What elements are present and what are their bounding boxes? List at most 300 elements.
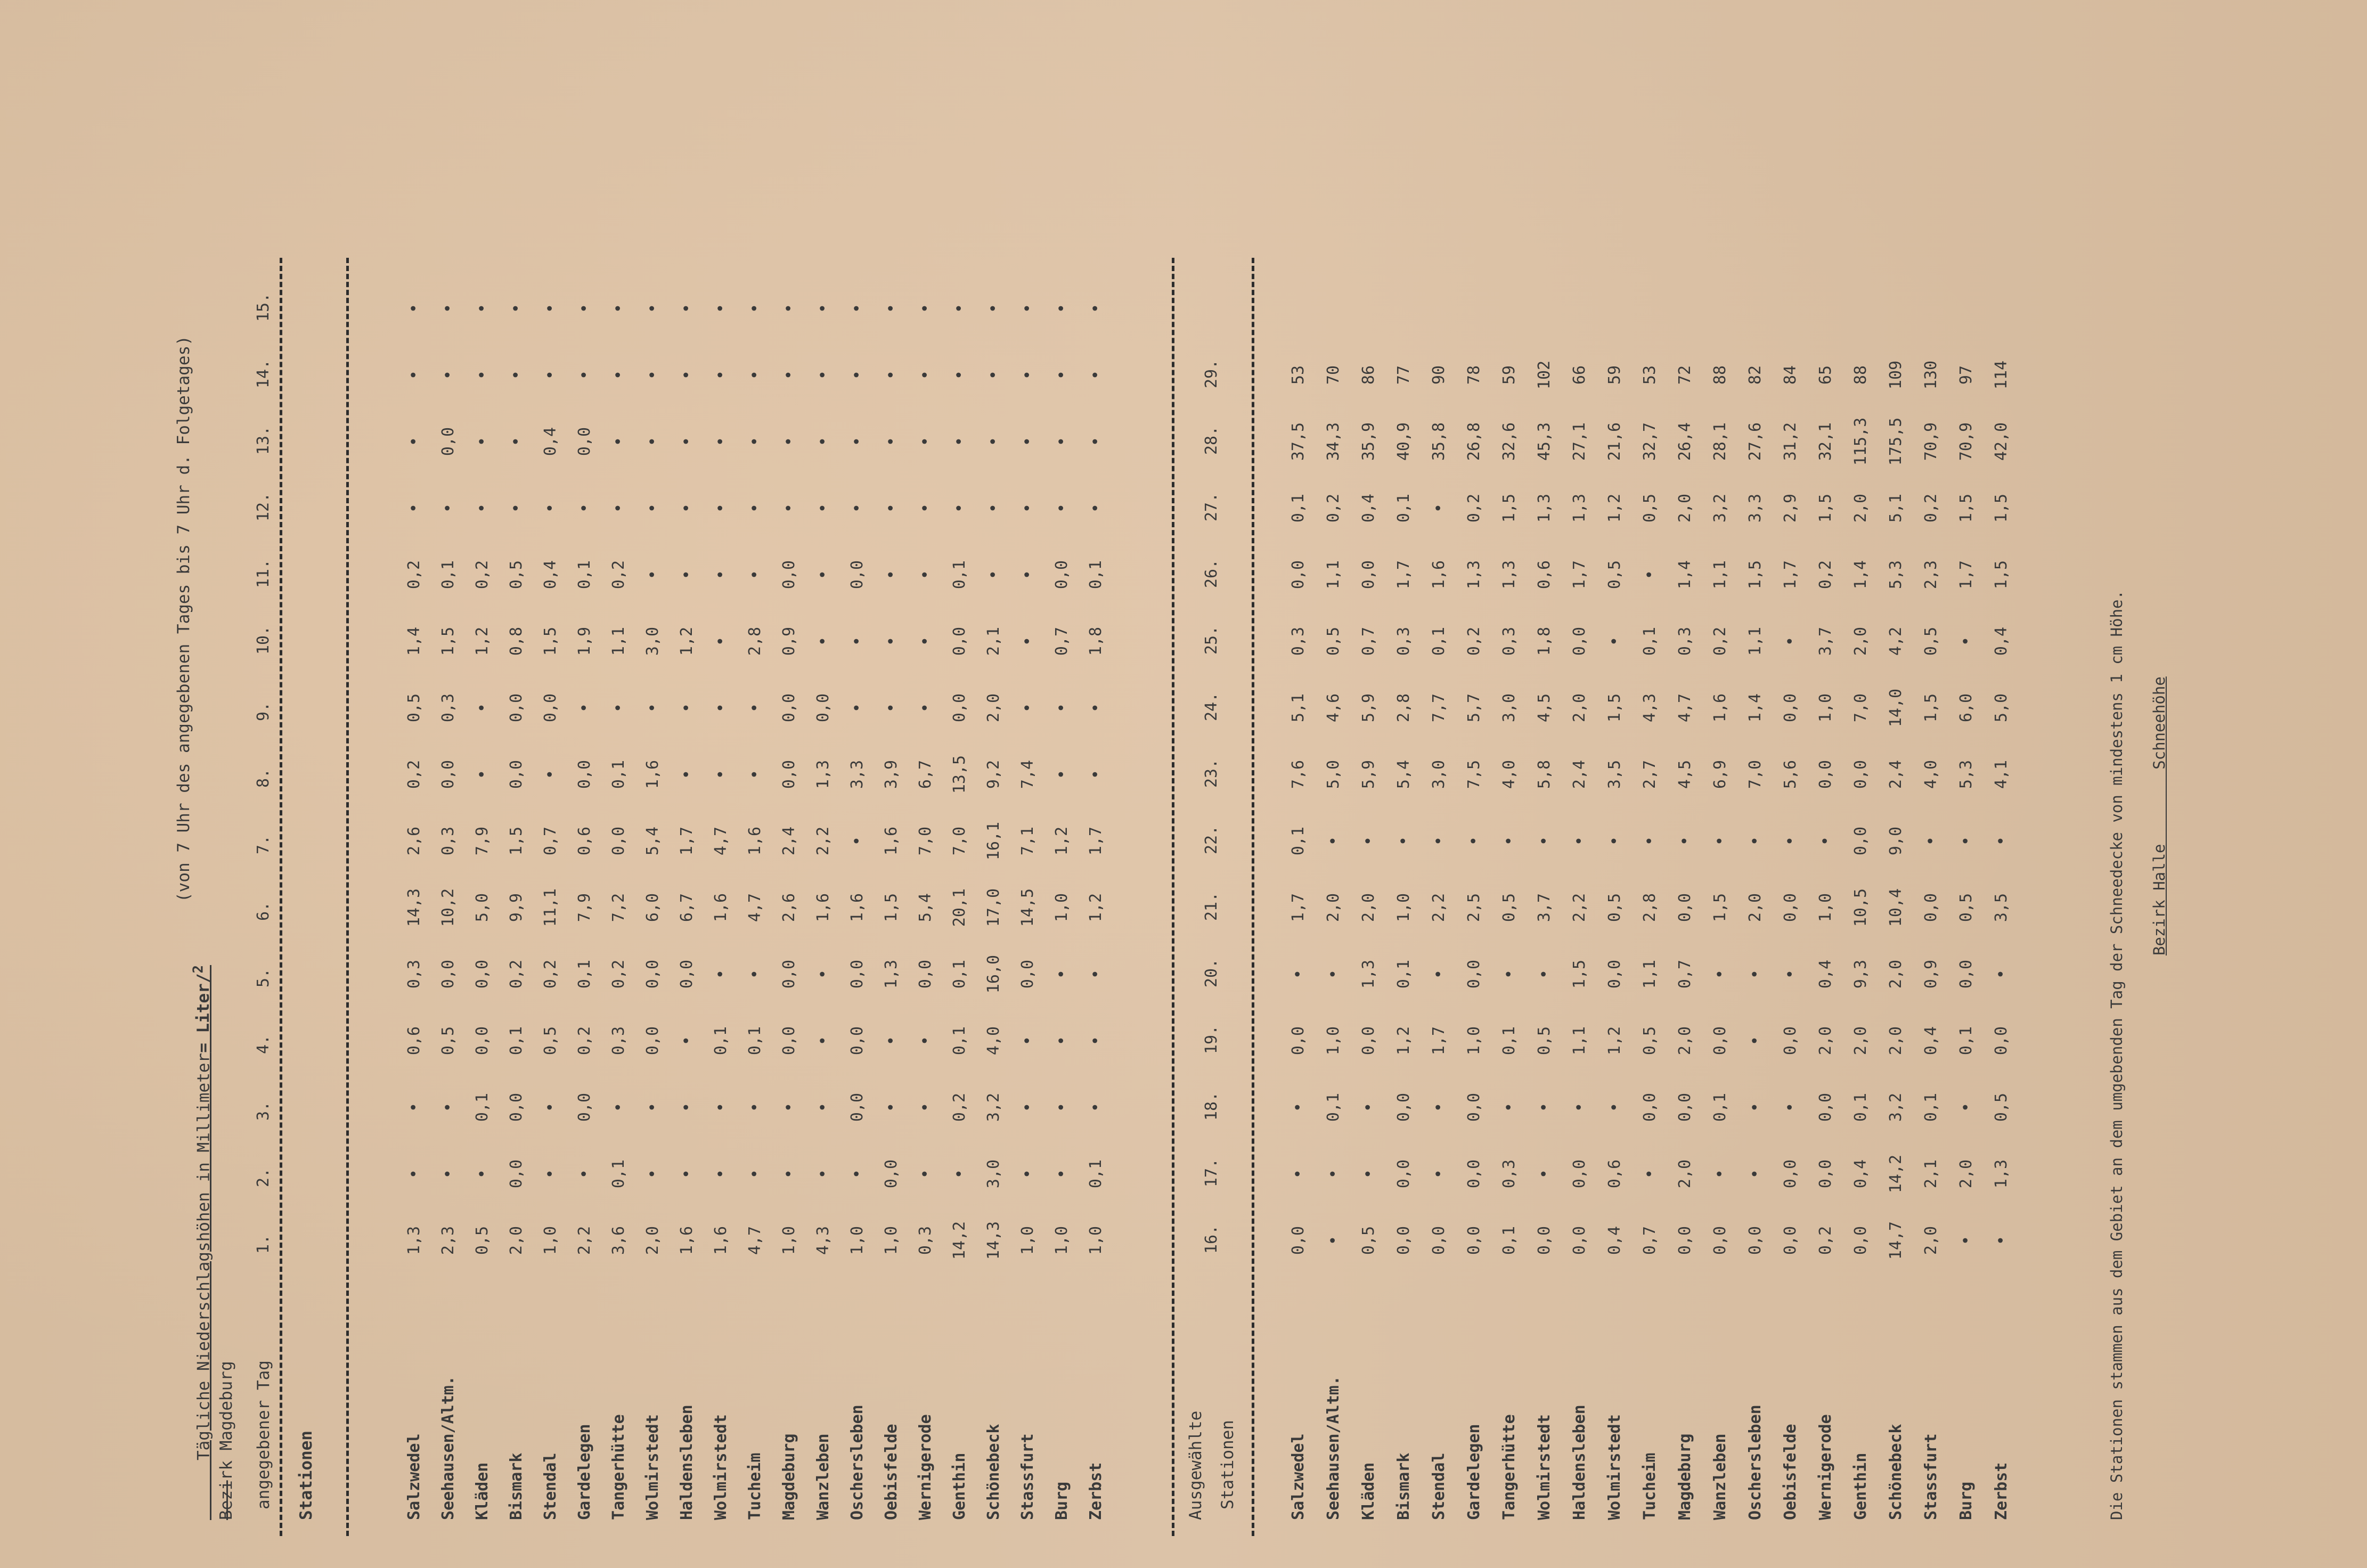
- table-cell: 34,3: [1324, 422, 1343, 461]
- table-cell: •: [643, 303, 662, 314]
- table-cell: 1,3: [814, 760, 832, 789]
- table-cell: •: [746, 569, 764, 580]
- table-cell: 0,0: [1781, 693, 1800, 723]
- table-cell: 0,1: [712, 1026, 730, 1056]
- table-cell: 0,0: [1851, 760, 1870, 789]
- table-cell: 2,0: [1570, 693, 1589, 723]
- table-cell: 0,0: [1018, 959, 1037, 989]
- table-cell: •: [643, 503, 662, 513]
- station-name: Zerbst: [1087, 1462, 1105, 1520]
- table-cell: •: [405, 1102, 423, 1113]
- title-note: (von 7 Uhr des angegebenen Tages bis 7 Uhr d. Folgetages): [174, 336, 193, 902]
- table-cell: •: [916, 303, 935, 314]
- table-cell: 0,0: [1676, 1226, 1694, 1255]
- table-cell: 2,0: [1746, 893, 1765, 922]
- table-cell: 0,0: [1781, 893, 1800, 922]
- table-cell: 0,0: [473, 1026, 492, 1056]
- day-header: 15.: [254, 292, 273, 322]
- table-cell: 1,1: [1324, 560, 1343, 590]
- table-cell: 1,7: [1289, 893, 1308, 922]
- table-cell: 175,5: [1887, 417, 1905, 466]
- table-cell: 1,7: [678, 826, 696, 856]
- table-cell: 0,0: [643, 959, 662, 989]
- table-cell: •: [712, 436, 730, 447]
- table-cell: •: [1430, 836, 1448, 846]
- table-cell: 7,1: [1018, 826, 1037, 856]
- table-cell: •: [643, 436, 662, 447]
- table-cell: 2,3: [439, 1226, 458, 1255]
- table-cell: •: [1605, 836, 1624, 846]
- table-cell: 0,0: [507, 1159, 526, 1189]
- table-cell: •: [1535, 1102, 1554, 1113]
- table-cell: •: [746, 1102, 764, 1113]
- table-cell: 0,0: [439, 959, 458, 989]
- table-cell: •: [882, 503, 901, 513]
- table-cell: 4,5: [1676, 760, 1694, 789]
- table-cell: 115,3: [1851, 417, 1870, 466]
- table-cell: 3,2: [1887, 1092, 1905, 1122]
- table-cell: •: [916, 436, 935, 447]
- table-cell: 10,4: [1887, 888, 1905, 927]
- table-cell: 17,0: [984, 888, 1003, 927]
- table-cell: 0,5: [473, 1226, 492, 1255]
- day-header: 28.: [1202, 426, 1221, 455]
- table-cell: 0,3: [916, 1226, 935, 1255]
- table-cell: 0,1: [950, 560, 969, 590]
- table-cell: •: [643, 569, 662, 580]
- table-cell: 0,0: [1676, 893, 1694, 922]
- table-cell: 1,0: [1052, 893, 1071, 922]
- table-cell: •: [814, 1035, 832, 1046]
- table-cell: 0,0: [1430, 1226, 1448, 1255]
- table-cell: 0,6: [1605, 1159, 1624, 1189]
- day-header: 11.: [254, 559, 273, 588]
- table-cell: •: [1570, 1102, 1589, 1113]
- table-cell: •: [1324, 1169, 1343, 1179]
- station-name: Zerbst: [1992, 1462, 2011, 1520]
- table-cell: 1,7: [1957, 560, 1976, 590]
- day-header: 13.: [254, 426, 273, 455]
- table-cell: 2,2: [814, 826, 832, 856]
- table-cell: 0,0: [882, 1159, 901, 1189]
- table-cell: 1,5: [541, 626, 560, 656]
- station-name: Tangerhütte: [609, 1414, 628, 1520]
- table-cell: 0,0: [814, 693, 832, 723]
- table-cell: 0,0: [541, 693, 560, 723]
- station-name: Kläden: [473, 1462, 492, 1520]
- station-name: Magdeburg: [780, 1433, 798, 1520]
- day-header: 22.: [1202, 825, 1221, 854]
- table-cell: •: [1430, 1169, 1448, 1179]
- table-cell: •: [1500, 836, 1519, 846]
- table-cell: 1,0: [1087, 1226, 1105, 1255]
- table-cell: 5,1: [1289, 693, 1308, 723]
- table-cell: 0,0: [507, 1092, 526, 1122]
- divider-header-2: [1252, 258, 1254, 1536]
- table-cell: •: [541, 1102, 560, 1113]
- day-header: 7.: [254, 835, 273, 854]
- table-cell: •: [1992, 969, 2011, 979]
- table-cell: 14,2: [950, 1221, 969, 1260]
- table-cell: 0,4: [1992, 626, 2011, 656]
- table-cell: •: [712, 703, 730, 713]
- table-cell: •: [1087, 769, 1105, 780]
- table-cell: 1,0: [1816, 893, 1835, 922]
- station-name: Haldensleben: [678, 1404, 696, 1520]
- table-cell: 35,8: [1430, 422, 1448, 461]
- table-cell: •: [439, 1102, 458, 1113]
- station-name: Oschersleben: [848, 1404, 867, 1520]
- table-cell: 1,0: [1816, 693, 1835, 723]
- table-cell: 10,2: [439, 888, 458, 927]
- table-cell: •: [473, 503, 492, 513]
- table-cell: 1,2: [473, 626, 492, 656]
- table-cell: 14,3: [984, 1221, 1003, 1260]
- table-cell: 0,2: [1816, 1226, 1835, 1255]
- table-cell: 13,5: [950, 755, 969, 794]
- table-cell: 0,0: [780, 1026, 798, 1056]
- table-cell: 1,3: [1992, 1159, 2011, 1189]
- station-name: Stassfurt: [1018, 1433, 1037, 1520]
- table-cell: 1,4: [405, 626, 423, 656]
- table-cell: 2,0: [1676, 1159, 1694, 1189]
- table-cell: 9,2: [984, 760, 1003, 789]
- table-cell: •: [575, 503, 594, 513]
- table-cell: 0,0: [575, 427, 594, 456]
- table-cell: •: [609, 303, 628, 314]
- table-cell: 88: [1711, 365, 1729, 385]
- table-cell: 2,1: [984, 626, 1003, 656]
- table-cell: 7,0: [916, 826, 935, 856]
- table-cell: •: [746, 769, 764, 780]
- table-cell: 0,0: [1570, 1159, 1589, 1189]
- table-cell: 0,2: [1922, 493, 1940, 523]
- table-cell: 0,0: [1052, 560, 1071, 590]
- table-cell: •: [1087, 969, 1105, 979]
- day-header: 27.: [1202, 492, 1221, 521]
- table-cell: •: [507, 436, 526, 447]
- table-cell: 1,9: [575, 626, 594, 656]
- table-cell: •: [1324, 969, 1343, 979]
- table-cell: 0,1: [575, 959, 594, 989]
- station-name: Burg: [1052, 1481, 1071, 1520]
- table-cell: •: [814, 636, 832, 647]
- table-cell: •: [541, 303, 560, 314]
- table-cell: 0,1: [1957, 1026, 1976, 1056]
- station-name: Magdeburg: [1676, 1433, 1694, 1520]
- day-header: 25.: [1202, 625, 1221, 655]
- table-cell: •: [1289, 969, 1308, 979]
- station-name: Tucheim: [1640, 1452, 1659, 1520]
- col-header-label: angegebener Tag: [254, 1360, 273, 1509]
- day-header: 1.: [254, 1234, 273, 1254]
- title-unit: [191, 965, 214, 1053]
- table-cell: •: [712, 370, 730, 380]
- table-cell: 2,2: [1430, 893, 1448, 922]
- table-cell: 20,1: [950, 888, 969, 927]
- table-cell: 0,0: [1640, 1092, 1659, 1122]
- table-cell: •: [814, 1102, 832, 1113]
- table-cell: 0,2: [1465, 493, 1483, 523]
- table-cell: 0,0: [1746, 1226, 1765, 1255]
- table-cell: 7,0: [1746, 760, 1765, 789]
- table-cell: •: [814, 503, 832, 513]
- table-cell: 1,0: [1052, 1226, 1071, 1255]
- table-cell: •: [1052, 769, 1071, 780]
- table-cell: •: [984, 370, 1003, 380]
- table-cell: 0,5: [405, 693, 423, 723]
- table-cell: 0,1: [1430, 626, 1448, 656]
- table-cell: •: [1087, 1035, 1105, 1046]
- table-cell: •: [439, 370, 458, 380]
- table-cell: •: [814, 303, 832, 314]
- table-cell: •: [541, 503, 560, 513]
- table-cell: 6,0: [1957, 693, 1976, 723]
- table-cell: •: [916, 1102, 935, 1113]
- table-cell: •: [1018, 569, 1037, 580]
- table-cell: 0,7: [541, 826, 560, 856]
- table-cell: 0,5: [1957, 893, 1976, 922]
- table-cell: •: [1087, 303, 1105, 314]
- table-cell: 11,1: [541, 888, 560, 927]
- table-cell: •: [1781, 1102, 1800, 1113]
- table-cell: 5,0: [1324, 760, 1343, 789]
- table-cell: 53: [1640, 365, 1659, 385]
- table-cell: 0,5: [1922, 626, 1940, 656]
- table-cell: 70,9: [1957, 422, 1976, 461]
- table-cell: 0,3: [1500, 626, 1519, 656]
- table-cell: 0,2: [609, 959, 628, 989]
- table-cell: 82: [1746, 365, 1765, 385]
- table-cell: 1,8: [1535, 626, 1554, 656]
- table-cell: 0,3: [1289, 626, 1308, 656]
- table-cell: •: [848, 436, 867, 447]
- table-cell: 0,4: [541, 560, 560, 590]
- table-cell: 4,7: [1676, 693, 1694, 723]
- table-cell: 1,8: [1087, 626, 1105, 656]
- station-name: Salzwedel: [1289, 1433, 1308, 1520]
- table-cell: •: [1018, 1102, 1037, 1113]
- table-cell: 1,5: [1746, 560, 1765, 590]
- table-cell: 0,1: [473, 1092, 492, 1122]
- table-cell: 9,0: [1887, 826, 1905, 856]
- table-cell: •: [1746, 1169, 1765, 1179]
- table-cell: 0,0: [1289, 560, 1308, 590]
- table-cell: •: [1781, 636, 1800, 647]
- table-cell: 1,6: [1430, 560, 1448, 590]
- table-cell: •: [780, 303, 798, 314]
- table-cell: 0,3: [1394, 626, 1413, 656]
- table-cell: •: [984, 503, 1003, 513]
- table-cell: •: [473, 769, 492, 780]
- table-cell: 0,0: [1781, 1159, 1800, 1189]
- station-name: Salzwedel: [405, 1433, 423, 1520]
- table-cell: 5,0: [1992, 693, 2011, 723]
- table-cell: 2,6: [780, 893, 798, 922]
- table-cell: 1,7: [1570, 560, 1589, 590]
- table-cell: •: [1640, 836, 1659, 846]
- table-cell: •: [473, 303, 492, 314]
- table-cell: •: [1018, 370, 1037, 380]
- table-cell: •: [609, 436, 628, 447]
- table-cell: 0,0: [1851, 1226, 1870, 1255]
- table-cell: •: [1018, 303, 1037, 314]
- day-header: 4.: [254, 1034, 273, 1054]
- table-cell: •: [643, 703, 662, 713]
- table-cell: •: [848, 703, 867, 713]
- table-cell: 1,3: [1535, 493, 1554, 523]
- table-cell: 45,3: [1535, 422, 1554, 461]
- table-cell: 0,0: [1465, 959, 1483, 989]
- table-cell: 1,4: [1676, 560, 1694, 590]
- table-cell: 3,0: [984, 1159, 1003, 1189]
- table-cell: 0,5: [1324, 626, 1343, 656]
- table-cell: •: [916, 503, 935, 513]
- table-cell: •: [746, 703, 764, 713]
- table-cell: 7,0: [950, 826, 969, 856]
- table-cell: •: [746, 503, 764, 513]
- footnote: Die Stationen stammen aus dem Gebiet an dem umgebenden Tag der Schneedecke von mindestens 1 cm Höhe.: [2108, 590, 2126, 1520]
- table-cell: •: [712, 769, 730, 780]
- table-cell: 78: [1465, 365, 1483, 385]
- table-cell: 0,0: [848, 1092, 867, 1122]
- table-cell: 0,3: [439, 693, 458, 723]
- table-cell: 1,6: [712, 1226, 730, 1255]
- station-name: Bismark: [507, 1452, 526, 1520]
- table-cell: 0,0: [1605, 959, 1624, 989]
- table-cell: •: [1922, 836, 1940, 846]
- table-cell: •: [780, 436, 798, 447]
- divider-middle: [1172, 258, 1174, 1536]
- table-cell: 3,2: [984, 1092, 1003, 1122]
- table-cell: 4,7: [746, 893, 764, 922]
- table-cell: 1,3: [405, 1226, 423, 1255]
- table-cell: •: [405, 1169, 423, 1179]
- table-cell: 0,1: [1087, 1159, 1105, 1189]
- station-name: Gardelegen: [575, 1424, 594, 1520]
- table-cell: •: [1605, 636, 1624, 647]
- station-name: Tangerhütte: [1500, 1414, 1519, 1520]
- table-cell: •: [1640, 1169, 1659, 1179]
- table-cell: 1,2: [1605, 1026, 1624, 1056]
- table-cell: •: [1500, 1102, 1519, 1113]
- table-cell: 0,0: [473, 959, 492, 989]
- station-name: Bismark: [1394, 1452, 1413, 1520]
- table-cell: •: [916, 569, 935, 580]
- table-cell: •: [678, 569, 696, 580]
- table-cell: 0,1: [1394, 959, 1413, 989]
- table-cell: 32,1: [1816, 422, 1835, 461]
- table-cell: 0,3: [609, 1026, 628, 1056]
- table-cell: 0,0: [1359, 1026, 1378, 1056]
- table-cell: •: [746, 303, 764, 314]
- table-cell: 0,2: [473, 560, 492, 590]
- table-cell: •: [916, 703, 935, 713]
- table-cell: 0,1: [1711, 1092, 1729, 1122]
- table-cell: •: [1535, 836, 1554, 846]
- table-cell: 2,0: [1676, 493, 1694, 523]
- table-cell: •: [609, 370, 628, 380]
- table-cell: 1,3: [1359, 959, 1378, 989]
- table-cell: 0,7: [1676, 959, 1694, 989]
- day-header: 23.: [1202, 758, 1221, 788]
- table-cell: 7,0: [1851, 693, 1870, 723]
- table-cell: •: [405, 303, 423, 314]
- table-cell: 0,0: [1570, 626, 1589, 656]
- table-cell: •: [473, 1169, 492, 1179]
- table-cell: •: [1816, 836, 1835, 846]
- table-cell: •: [712, 503, 730, 513]
- table-cell: •: [712, 303, 730, 314]
- table-cell: 16,0: [984, 954, 1003, 994]
- table-cell: 2,0: [1676, 1026, 1694, 1056]
- table-cell: •: [814, 569, 832, 580]
- table-cell: 37,5: [1289, 422, 1308, 461]
- table-cell: •: [1430, 1102, 1448, 1113]
- table-cell: 5,6: [1781, 760, 1800, 789]
- table-cell: •: [814, 969, 832, 979]
- table-cell: 2,2: [575, 1226, 594, 1255]
- table-cell: 4,7: [712, 826, 730, 856]
- table-cell: 1,2: [1605, 493, 1624, 523]
- divider-header: [346, 258, 349, 1536]
- table-cell: 0,0: [575, 1092, 594, 1122]
- table-cell: 3,3: [848, 760, 867, 789]
- table-cell: 0,1: [1851, 1092, 1870, 1122]
- table-cell: 0,0: [1816, 1159, 1835, 1189]
- table-cell: 2,8: [1394, 693, 1413, 723]
- station-name: Genthin: [1851, 1452, 1870, 1520]
- table-cell: •: [1052, 370, 1071, 380]
- day-header: 18.: [1202, 1091, 1221, 1121]
- table-cell: •: [609, 1102, 628, 1113]
- table-cell: 0,1: [950, 1026, 969, 1056]
- table-cell: 2,0: [1324, 893, 1343, 922]
- table-cell: 0,0: [1711, 1026, 1729, 1056]
- day-header: 6.: [254, 901, 273, 921]
- station-name: Stendal: [541, 1452, 560, 1520]
- day-header: 3.: [254, 1101, 273, 1121]
- table-cell: •: [1535, 969, 1554, 979]
- table-cell: •: [848, 1169, 867, 1179]
- table-cell: 31,2: [1781, 422, 1800, 461]
- table-cell: 2,0: [507, 1226, 526, 1255]
- table-cell: 0,1: [1640, 626, 1659, 656]
- table-cell: •: [609, 703, 628, 713]
- table-cell: •: [1746, 1035, 1765, 1046]
- table-cell: •: [1992, 1235, 2011, 1246]
- table-cell: •: [848, 370, 867, 380]
- table-cell: 114: [1992, 360, 2011, 390]
- table-cell: 0,0: [1992, 1026, 2011, 1056]
- table-cell: 0,0: [1851, 826, 1870, 856]
- table-cell: •: [1289, 1102, 1308, 1113]
- table-cell: •: [1394, 836, 1413, 846]
- table-cell: •: [882, 636, 901, 647]
- table-cell: 0,5: [1640, 493, 1659, 523]
- table-cell: •: [780, 1102, 798, 1113]
- table-cell: 0,1: [1922, 1092, 1940, 1122]
- table-cell: 0,0: [1781, 1026, 1800, 1056]
- station-name: Tucheim: [746, 1452, 764, 1520]
- table-cell: 2,0: [1851, 493, 1870, 523]
- table-cell: 16,1: [984, 821, 1003, 861]
- table-cell: •: [439, 303, 458, 314]
- table-cell: 2,0: [1887, 1026, 1905, 1056]
- table-cell: 7,2: [609, 893, 628, 922]
- divider-top: [280, 258, 282, 1536]
- table-cell: •: [678, 503, 696, 513]
